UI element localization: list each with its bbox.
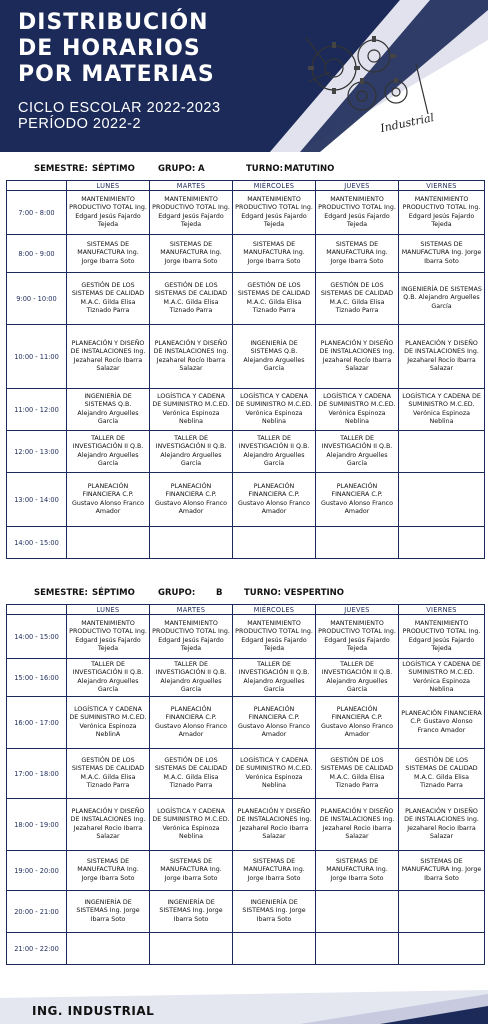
group-label: GRUPO: [158,164,196,174]
table-row [7,273,485,325]
subject-cell: SISTEMAS DE MANUFACTURA Ing. Jorge Ibarra Soto [399,851,485,891]
subject-cell: GESTIÓN DE LOS SISTEMAS DE CALIDAD M.A.C. Gilda Elisa Tiznado Parra [399,749,485,799]
subject-cell: LOGÍSTICA Y CADENA DE SUMINISTRO M.C.ED. Verónica Espinoza Neblina [150,799,233,851]
header-day: MARTES [150,605,233,615]
subject-cell: TALLER DE INVESTIGACIÓN II Q.B. Alejandro Arguelles García [67,659,150,697]
subject-cell: PLANEACIÓN FINANCIERA C.P. Gustavo Alonso Franco Amador [233,697,316,749]
time-slot: 19:00 - 20:00 [7,851,67,891]
table-row [7,527,485,559]
subject-cell: PLANEACIÓN FINANCIERA C.P. Gustavo Alonso Franco Amador [316,473,399,527]
table-row [7,749,485,799]
subject-cell [399,527,485,559]
header-day: MARTES [150,181,233,191]
subject-cell: TALLER DE INVESTIGACIÓN II Q.B. Alejandro Arguelles García [150,431,233,473]
semester-value: SÉPTIMO [92,588,135,598]
title-line-3: POR MATERIAS [18,62,215,87]
subject-cell: LOGÍSTICA Y CADENA DE SUMINISTRO M.C.ED. Verónica Espinoza Neblina [316,389,399,431]
subject-cell: GESTIÓN DE LOS SISTEMAS DE CALIDAD M.A.C. Gilda Elisa Tiznado Parra [316,273,399,325]
industrial-gears-logo [296,24,436,136]
header-day: VIERNES [399,605,485,615]
time-slot: 10:00 - 11:00 [7,325,67,389]
subtitle-line-1: CICLO ESCOLAR 2022-2023 [18,100,221,116]
table-row [7,235,485,273]
header-banner [0,0,488,152]
table-row [7,799,485,851]
time-slot: 14:00 - 15:00 [7,615,67,659]
header-day: MIÉRCOLES [233,605,316,615]
subject-cell [399,431,485,473]
header-day: LUNES [67,605,150,615]
subject-cell: INGENIERÍA DE SISTEMAS Q.B. Alejandro Arguelles García [399,273,485,325]
table-row [7,191,485,235]
subject-cell [316,891,399,933]
subject-cell: MANTENIMIENTO PRODUCTIVO TOTAL Ing. Edgard Jesús Fajardo Tejeda [67,191,150,235]
time-slot: 20:00 - 21:00 [7,891,67,933]
subject-cell: PLANEACIÓN FINANCIERA C.P. Gustavo Alonso Franco Amador [150,473,233,527]
subject-cell: GESTIÓN DE LOS SISTEMAS DE CALIDAD M.A.C. Gilda Elisa Tiznado Parra [150,273,233,325]
subject-cell: LOGÍSTICA Y CADENA DE SUMINISTRO M.C.ED. Verónica Espinoza Neblina [233,389,316,431]
subject-cell: MANTENIMIENTO PRODUCTIVO TOTAL Ing. Edgard Jesús Fajardo Tejeda [150,615,233,659]
subject-cell [233,527,316,559]
subject-cell [233,933,316,965]
subject-cell: PLANEACIÓN Y DISEÑO DE INSTALACIONES Ing. Jezaharel Rocio Ibarra Salazar [399,799,485,851]
table-row [7,389,485,431]
subject-cell: SISTEMAS DE MANUFACTURA Ing. Jorge Ibarra Soto [316,235,399,273]
group-value: A [198,164,205,174]
subject-cell [399,933,485,965]
subject-cell: PLANEACIÓN FINANCIERA C.P. Gustavo Alonso Franco Amador [150,697,233,749]
subject-cell: TALLER DE INVESTIGACIÓN II Q.B. Alejandro Arguelles García [233,659,316,697]
group-a-heading [0,164,488,178]
subject-cell: TALLER DE INVESTIGACIÓN II Q.B. Alejandro Arguelles García [233,431,316,473]
subject-cell: SISTEMAS DE MANUFACTURA Ing. Jorge Ibarra Soto [316,851,399,891]
semester-value: SÉPTIMO [92,164,135,174]
shift-label: TURNO: [246,164,283,174]
shift-label: TURNO: [244,588,281,598]
table-row [7,851,485,891]
time-slot: 18:00 - 19:00 [7,799,67,851]
table-row [7,697,485,749]
subject-cell: SISTEMAS DE MANUFACTURA Ing. Jorge Ibarra Soto [399,235,485,273]
subject-cell: GESTIÓN DE LOS SISTEMAS DE CALIDAD M.A.C. Gilda Elisa Tiznado Parra [67,273,150,325]
subject-cell: PLANEACIÓN Y DISEÑO DE INSTALACIONES Ing. Jezaharel Rocío Ibarra Salazar [150,325,233,389]
subject-cell: SISTEMAS DE MANUFACTURA Ing. Jorge Ibarra Soto [67,851,150,891]
subject-cell: LOGÍSTICA Y CADENA DE SUMINISTRO M.C.ED. Verónica Espinoza NeblinA [67,697,150,749]
subject-cell: MANTENIMIENTO PRODUCTIVO TOTAL Ing. Edgard Jesús Fajardo Tejeda [316,191,399,235]
shift-value: MATUTINO [284,164,335,174]
subject-cell: SISTEMAS DE MANUFACTURA Ing. Jorge Ibarra Soto [150,235,233,273]
subject-cell: INGENIERÍA DE SISTEMAS Q.B. Alejandro Arguelles García [67,389,150,431]
subject-cell: TALLER DE INVESTIGACIÓN II Q.B. Alejandro Arguelles García [316,659,399,697]
subject-cell [316,933,399,965]
time-slot: 15:00 - 16:00 [7,659,67,697]
subject-cell: TALLER DE INVESTIGACIÓN II Q.B. Alejandro Arguelles García [67,431,150,473]
semester-label: SEMESTRE: [34,588,88,598]
table-row [7,891,485,933]
header-day: VIERNES [399,181,485,191]
time-slot: 14:00 - 15:00 [7,527,67,559]
subject-cell: SISTEMAS DE MANUFACTURA Ing. Jorge Ibarra Soto [233,851,316,891]
subject-cell: MANTENIMIENTO PRODUCTIVO TOTAL Ing. Edgard Jesús Fajardo Tejeda [67,615,150,659]
subject-cell: PLANEACIÓN Y DISEÑO DE INSTALACIONES Ing. Jezaharel Rocío Ibarra Salazar [316,325,399,389]
subject-cell: MANTENIMIENTO PRODUCTIVO TOTAL Ing. Edgard Jesús Fajardo Tejeda [150,191,233,235]
subject-cell [67,527,150,559]
subtitle-line-2: PERÍODO 2022-2 [18,116,142,132]
header-day: MIÉRCOLES [233,181,316,191]
group-value: B [216,588,223,598]
header-day: JUEVES [316,181,399,191]
subject-cell: LOGÍSTICA Y CADENA DE SUMINISTRO M.C.ED. Verónica Espinoza Neblina [399,659,485,697]
time-slot: 8:00 - 9:00 [7,235,67,273]
subject-cell: TALLER DE INVESTIGACIÓN II Q.B. Alejandro Arguelles García [150,659,233,697]
subject-cell: LOGÍSTICA Y CADENA DE SUMINISTRO M.C.ED. Verónica Espinoza Neblina [233,749,316,799]
table-header-row [7,181,485,191]
time-slot: 11:00 - 12:00 [7,389,67,431]
table-row [7,473,485,527]
subject-cell: MANTENIMIENTO PRODUCTIVO TOTAL Ing. Edgard Jesús Fajardo Tejeda [399,191,485,235]
subject-cell: LOGÍSTICA Y CADENA DE SUMINISTRO M.C.ED. Verónica Espinoza Neblina [399,389,485,431]
semester-label: SEMESTRE: [34,164,88,174]
header-time [7,181,67,191]
subject-cell: GESTIÓN DE LOS SISTEMAS DE CALIDAD M.A.C. Gilda Elisa Tiznado Parra [67,749,150,799]
subject-cell: SISTEMAS DE MANUFACTURA Ing. Jorge Ibarra Soto [150,851,233,891]
time-slot: 17:00 - 18:00 [7,749,67,799]
subject-cell: MANTENIMIENTO PRODUCTIVO TOTAL Ing. Edgard Jesús Fajardo Tejeda [399,615,485,659]
subject-cell [150,933,233,965]
title-line-2: DE HORARIOS [18,36,201,61]
subject-cell: GESTIÓN DE LOS SISTEMAS DE CALIDAD M.A.C. Gilda Elisa Tiznado Parra [316,749,399,799]
schedule-table-group-b [6,604,485,965]
subject-cell: MANTENIMIENTO PRODUCTIVO TOTAL Ing. Edgard Jesús Fajardo Tejeda [233,191,316,235]
subject-cell: SISTEMAS DE MANUFACTURA Ing. Jorge Ibarra Soto [67,235,150,273]
subject-cell: INGENIERÍA DE SISTEMAS Q.B. Alejandro Arguelles García [233,325,316,389]
time-slot: 7:00 - 8:00 [7,191,67,235]
subject-cell: INGENIERÍA DE SISTEMAS Ing. Jorge Ibarra Soto [150,891,233,933]
time-slot: 16:00 - 17:00 [7,697,67,749]
subject-cell: GESTIÓN DE LOS SISTEMAS DE CALIDAD M.A.C. Gilda Elisa Tiznado Parra [150,749,233,799]
subject-cell: PLANEACIÓN FINANCIERA C.P. Gustavo Alonso Franco Amador [399,697,485,749]
header-day: LUNES [67,181,150,191]
subject-cell: PLANEACIÓN Y DISEÑO DE INSTALACIONES Ing. Jezaharel Rocío Ibarra Salazar [399,325,485,389]
subject-cell: PLANEACIÓN Y DISEÑO DE INSTALACIONES Ing. Jezaharel Rocio Ibarra Salazar [316,799,399,851]
header-day: JUEVES [316,605,399,615]
table-row [7,615,485,659]
group-label: GRUPO: [158,588,196,598]
subject-cell: PLANEACIÓN FINANCIERA C.P. Gustavo Alonso Franco Amador [67,473,150,527]
shift-value: VESPERTINO [284,588,345,598]
page-subtitle [18,100,221,132]
subject-cell: SISTEMAS DE MANUFACTURA Ing. Jorge Ibarra Soto [233,235,316,273]
time-slot: 21:00 - 22:00 [7,933,67,965]
footer-label: ING. INDUSTRIAL [32,1004,155,1018]
subject-cell: INGENIERÍA DE SISTEMAS Ing. Jorge Ibarra Soto [233,891,316,933]
subject-cell: PLANEACIÓN FINANCIERA C.P. Gustavo Alonso Franco Amador [233,473,316,527]
header-time [7,605,67,615]
logo-text: Industrial [379,110,436,136]
subject-cell: MANTENIMIENTO PRODUCTIVO TOTAL Ing. Edgard Jesús Fajardo Tejeda [233,615,316,659]
table-row [7,431,485,473]
subject-cell [399,891,485,933]
subject-cell [399,473,485,527]
time-slot: 12:00 - 13:00 [7,431,67,473]
subject-cell: MANTENIMIENTO PRODUCTIVO TOTAL Ing. Edgard Jesús Fajardo Tejeda [316,615,399,659]
subject-cell [67,933,150,965]
subject-cell [150,527,233,559]
page-title [18,10,215,88]
schedule-table-group-a [6,180,485,559]
subject-cell: GESTIÓN DE LOS SISTEMAS DE CALIDAD M.A.C. Gilda Elisa Tiznado Parra [233,273,316,325]
table-row [7,659,485,697]
table-row [7,325,485,389]
subject-cell: PLANEACIÓN Y DISEÑO DE INSTALACIONES Ing. Jezaharel Rocio Ibarra Salazar [233,799,316,851]
subject-cell: PLANEACIÓN Y DISEÑO DE INSTALACIONES Ing. Jezaharel Rocio Ibarra Salazar [67,799,150,851]
subject-cell: TALLER DE INVESTIGACIÓN II Q.B. Alejandro Arguelles García [316,431,399,473]
table-row [7,933,485,965]
subject-cell: INGENIERÍA DE SISTEMAS Ing. Jorge Ibarra Soto [67,891,150,933]
group-b-heading [0,588,488,602]
subject-cell [316,527,399,559]
subject-cell: PLANEACIÓN Y DISEÑO DE INSTALACIONES Ing. Jezaharel Rocío Ibarra Salazar [67,325,150,389]
table-header-row [7,605,485,615]
title-line-1: DISTRIBUCIÓN [18,10,209,35]
time-slot: 9:00 - 10:00 [7,273,67,325]
subject-cell: LOGÍSTICA Y CADENA DE SUMINISTRO M.C.ED. Verónica Espinoza Neblina [150,389,233,431]
time-slot: 13:00 - 14:00 [7,473,67,527]
subject-cell: PLANEACIÓN FINANCIERA C.P. Gustavo Alonso Franco Amador [316,697,399,749]
